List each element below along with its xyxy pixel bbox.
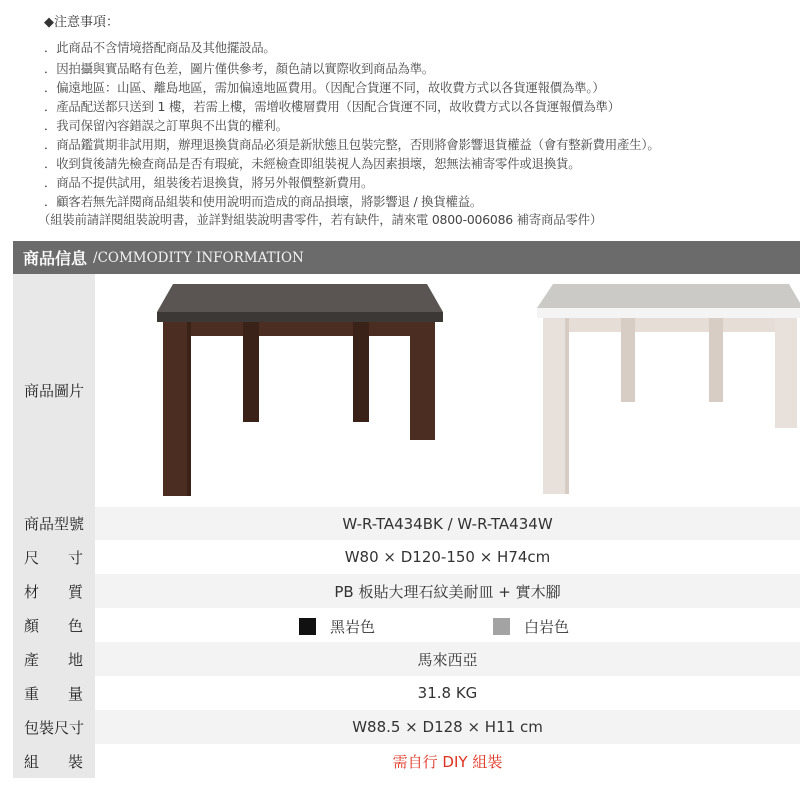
label-char: 地 bbox=[67, 650, 83, 669]
dark-leg-shadow bbox=[187, 322, 191, 496]
white-table-top bbox=[537, 284, 800, 308]
notice-line: ．因拍攝與實品略有色差，圖片僅供參考，顏色請以實際收到商品為準。 bbox=[44, 61, 435, 76]
dark-table-leg-front-right bbox=[410, 322, 435, 440]
label-char: 顏 bbox=[24, 616, 40, 635]
spec-row-assembly bbox=[13, 744, 800, 778]
white-table-apron bbox=[543, 318, 795, 332]
dark-table-top-edge bbox=[157, 312, 443, 322]
white-table-leg-front-right bbox=[775, 318, 797, 428]
color-option-black bbox=[299, 616, 375, 637]
spec-label-image: 商品圖片 bbox=[13, 274, 95, 507]
dark-table-top bbox=[157, 284, 443, 312]
spec-label-weight bbox=[13, 676, 95, 710]
header-title-en: /COMMODITY INFORMATION bbox=[93, 249, 304, 266]
spec-row-origin bbox=[13, 642, 800, 676]
label-char: 重 bbox=[24, 684, 40, 703]
label-char: 組 bbox=[24, 752, 40, 771]
dark-table-image bbox=[155, 284, 445, 509]
notice-line: ．商品不提供試用，組裝後若退換貨，將另外報價整新費用。 bbox=[44, 175, 374, 190]
color-name-white: 白岩色 bbox=[524, 618, 570, 636]
spec-label-color bbox=[13, 608, 95, 642]
notice-line: ．偏遠地區：山區、離島地區，需加偏遠地區費用。（因配合貨運不同，故收費方式以各貨運報價為準。） bbox=[44, 80, 605, 95]
spec-label-package: 包裝尺寸 bbox=[13, 710, 95, 744]
spec-label-model: 商品型號 bbox=[13, 507, 95, 540]
spec-value-package: W88.5 × D128 × H11 cm bbox=[95, 710, 800, 744]
color-name-black: 黑岩色 bbox=[330, 618, 376, 636]
header-title-zh: 商品信息 bbox=[23, 249, 88, 268]
spec-label-assembly bbox=[13, 744, 95, 778]
notice-line: ．我司保留內容錯誤之訂單與不出貨的權利。 bbox=[44, 118, 288, 133]
spec-value-size: W80 × D120-150 × H74cm bbox=[95, 540, 800, 574]
color-option-white bbox=[493, 616, 569, 637]
white-table-leg-back-right bbox=[709, 318, 723, 402]
dark-table-apron bbox=[165, 322, 433, 336]
notice-footer: （組裝前請詳閱組裝說明書，並詳對組裝說明書零件，若有缺件，請來電 0800-006086 補寄商品零件） bbox=[38, 212, 603, 227]
label-char: 寸 bbox=[67, 548, 83, 567]
spec-row-image bbox=[13, 274, 800, 507]
black-swatch bbox=[299, 618, 316, 635]
spec-row-color bbox=[13, 608, 800, 642]
notice-line: ．此商品不含情境搭配商品及其他擺設品。 bbox=[44, 40, 276, 55]
white-table-image bbox=[535, 284, 800, 509]
spec-value-material: PB 板貼大理石紋美耐皿 + 實木腳 bbox=[95, 574, 800, 608]
product-image-cell bbox=[95, 274, 800, 507]
label-char: 尺 bbox=[24, 548, 40, 567]
dark-table-leg-back-left bbox=[243, 322, 259, 422]
label-char: 量 bbox=[67, 684, 83, 703]
spec-row-size bbox=[13, 540, 800, 574]
spec-value-assembly: 需自行 DIY 組裝 bbox=[95, 744, 800, 778]
label-char: 色 bbox=[67, 616, 83, 635]
label-char: 產 bbox=[24, 650, 40, 669]
spec-row-model bbox=[13, 507, 800, 540]
spec-row-package bbox=[13, 710, 800, 744]
notice-line: ．產品配送都只送到 1 樓，若需上樓，需增收樓層費用（因配合貨運不同，故收費方式以各貨運報價為準） bbox=[44, 99, 620, 114]
spec-value-model: W-R-TA434BK / W-R-TA434W bbox=[95, 507, 800, 540]
label-char: 質 bbox=[67, 582, 83, 601]
spec-value-color bbox=[95, 608, 800, 642]
label-char: 裝 bbox=[67, 752, 83, 771]
white-table-top-edge bbox=[537, 308, 800, 318]
spec-value-weight: 31.8 KG bbox=[95, 676, 800, 710]
spec-row-material bbox=[13, 574, 800, 608]
white-table-leg-back-left bbox=[621, 318, 635, 402]
commodity-info-header bbox=[13, 241, 800, 274]
spec-row-weight bbox=[13, 676, 800, 710]
dark-table-leg-front-left bbox=[163, 322, 191, 496]
spec-label-size bbox=[13, 540, 95, 574]
dark-table-leg-back-right bbox=[353, 322, 369, 422]
notice-title: ◆注意事項： bbox=[44, 15, 119, 30]
white-leg-shadow bbox=[565, 318, 569, 494]
white-swatch bbox=[493, 618, 510, 635]
spec-label-material bbox=[13, 574, 95, 608]
spec-value-origin: 馬來西亞 bbox=[95, 642, 800, 676]
notice-line: ．收到貨後請先檢查商品是否有瑕疵，未經檢查即組裝視人為因素損壞，恕無法補寄零件或退換貨。 bbox=[44, 156, 581, 171]
notice-line: ．顧客若無先詳閱商品組裝和使用說明而造成的商品損壞，將影響退 / 換貨權益。 bbox=[44, 194, 483, 209]
spec-label-origin bbox=[13, 642, 95, 676]
label-char: 材 bbox=[24, 582, 40, 601]
notice-line: ．商品鑑賞期非試用期，辦理退換貨商品必須是新狀態且包裝完整，否則將會影響退貨權益（會有整新費用產生）。 bbox=[44, 137, 660, 152]
